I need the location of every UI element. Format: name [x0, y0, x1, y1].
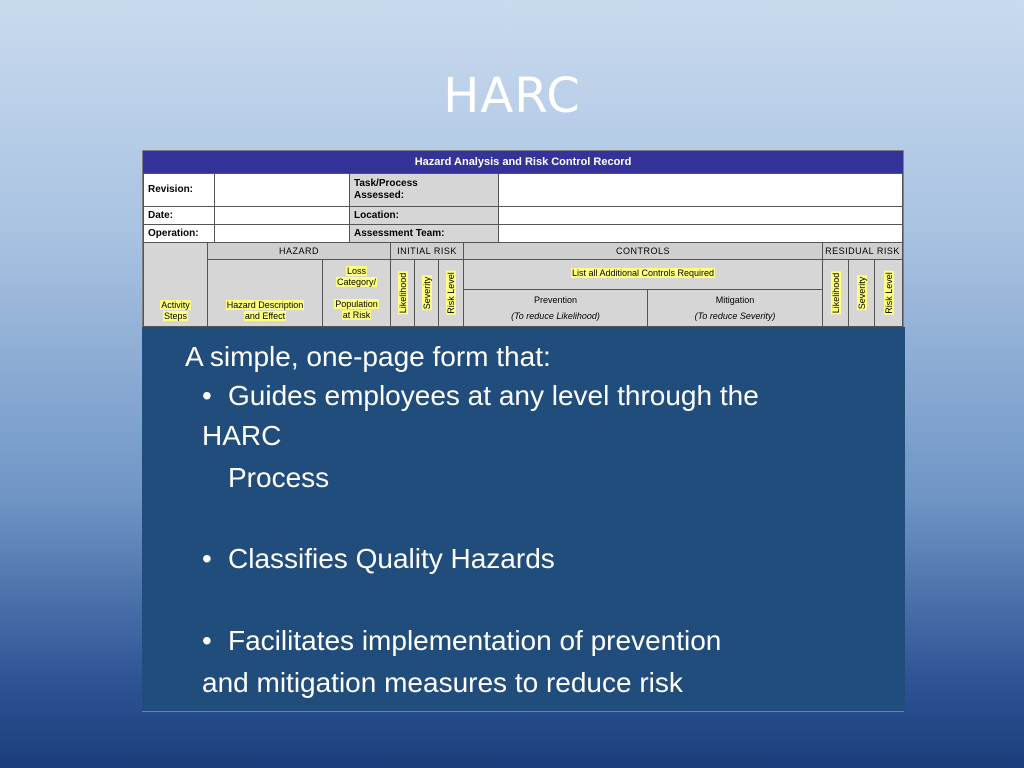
initial-risk-level-label: Risk Level	[446, 272, 456, 314]
loss-category-header	[322, 259, 391, 327]
date-label: Date:	[143, 206, 215, 225]
activity-steps-header	[143, 242, 208, 327]
location-label: Location:	[349, 206, 499, 225]
bullet-guides-line3	[228, 458, 928, 498]
hazard-header: HAZARD	[207, 242, 391, 260]
residual-severity-label: Severity	[856, 276, 867, 310]
initial-severity-label: Severity	[421, 276, 432, 310]
bullet3-line1: Facilitates implementation of prevention	[228, 625, 722, 656]
bullet-guides	[202, 376, 902, 416]
residual-severity-header	[848, 259, 875, 327]
initial-severity-header	[414, 259, 439, 327]
location-field[interactable]	[498, 206, 903, 225]
initial-risk-level-header	[438, 259, 464, 327]
overlay-intro: A simple, one-page form that:	[185, 341, 551, 372]
form-title: Hazard Analysis and Risk Control Record	[143, 151, 903, 173]
bullet-classifies	[202, 539, 902, 579]
initial-risk-header: INITIAL RISK	[390, 242, 464, 260]
loss-cat-line2: Category/	[336, 277, 377, 287]
bullet1-line3: Process	[228, 462, 330, 493]
initial-likelihood-label: Likelihood	[397, 272, 408, 314]
residual-likelihood-label: Likelihood	[830, 272, 841, 314]
residual-risk-level-label: Risk Level	[883, 272, 894, 314]
date-field[interactable]	[214, 206, 350, 225]
hazard-description-header	[207, 259, 323, 327]
hazard-desc-line1: Hazard Description	[226, 300, 304, 310]
bullet1-line1: Guides employees at any level through the	[228, 380, 759, 411]
operation-label: Operation:	[143, 224, 215, 243]
description-overlay	[142, 327, 905, 711]
bullet-facilitates-line2	[202, 663, 902, 703]
activity-steps-line1: Activity	[161, 300, 190, 310]
controls-list-label: List all Additional Controls Required	[571, 268, 715, 278]
activity-steps-line2: Steps	[163, 311, 187, 321]
prevention-label: Prevention	[533, 295, 578, 305]
revision-label: Revision:	[143, 173, 215, 207]
assessment-team-field[interactable]	[498, 224, 903, 243]
slide-title: HARC	[443, 68, 581, 124]
bullet-facilitates	[202, 621, 902, 661]
operation-field[interactable]	[214, 224, 350, 243]
population-line1: Population	[335, 299, 378, 309]
task-label-line1: Task/Process	[354, 178, 418, 189]
controls-list-header	[463, 259, 823, 290]
hazard-desc-line2: and Effect	[244, 311, 286, 321]
controls-header: CONTROLS	[463, 242, 823, 260]
bullet-dot: •	[202, 543, 212, 574]
initial-likelihood-header	[390, 259, 415, 327]
mitigation-header	[647, 289, 823, 327]
residual-risk-level-header	[874, 259, 903, 327]
mitigation-sublabel: (To reduce Severity)	[694, 311, 776, 321]
bullet-dot: •	[202, 380, 212, 411]
bullet2-text: Classifies Quality Hazards	[228, 543, 555, 574]
population-line2: at Risk	[342, 310, 371, 320]
loss-cat-line1: Loss	[346, 266, 366, 276]
residual-risk-header: RESIDUAL RISK	[822, 242, 903, 260]
bullet1-line2: HARC	[202, 420, 282, 451]
residual-likelihood-header	[822, 259, 849, 327]
task-label-line2: Assessed:	[354, 190, 405, 201]
assessment-team-label: Assessment Team:	[349, 224, 499, 243]
prevention-header	[463, 289, 648, 327]
prevention-sublabel: (To reduce Likelihood)	[511, 311, 600, 321]
task-process-label	[349, 173, 499, 207]
mitigation-label: Mitigation	[715, 295, 755, 305]
bullet3-line2: and mitigation measures to reduce risk	[202, 667, 683, 698]
task-process-field[interactable]	[498, 173, 903, 207]
bullet-dot: •	[202, 625, 212, 656]
bullet-guides-line2	[202, 416, 902, 456]
revision-field[interactable]	[214, 173, 350, 207]
